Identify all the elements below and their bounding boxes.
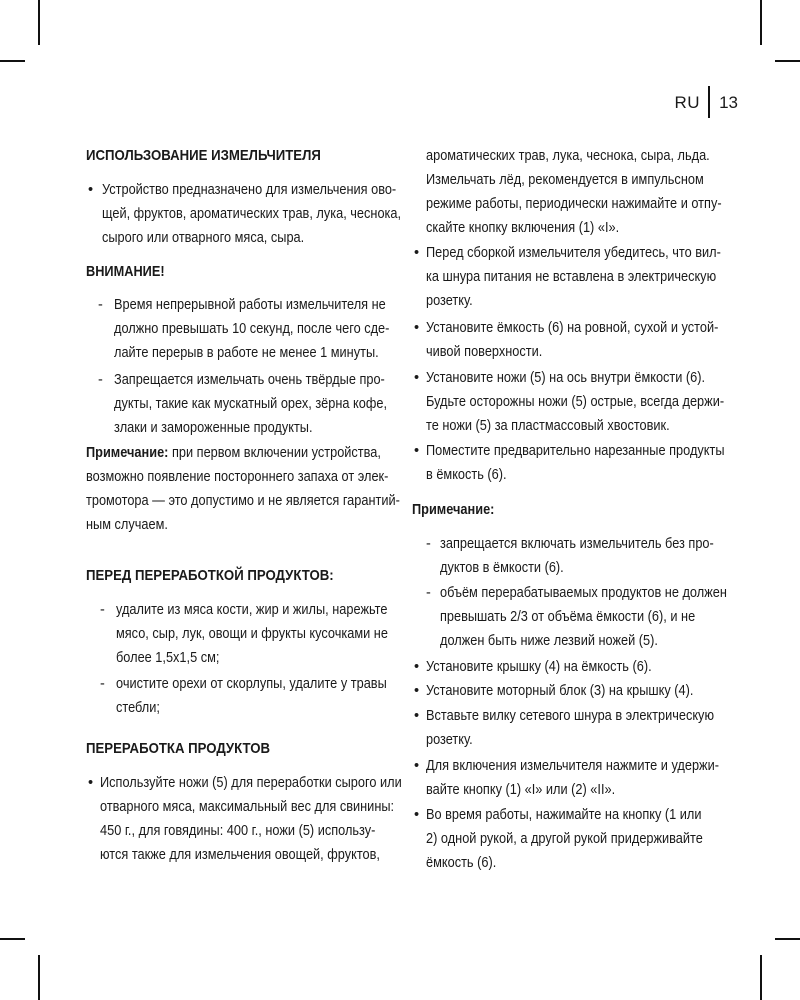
bullet-marker: •: [414, 807, 420, 823]
assembly-step-line: Во время работы, нажимайте на кнопку (1 или: [426, 807, 702, 823]
assembly-step-line: Установите ёмкость (6) на ровной, сухой и устой-: [426, 320, 719, 336]
note-item-line: дуктов в ёмкости (6).: [440, 560, 564, 576]
assembly-step-line: Установите крышку (4) на ёмкость (6).: [426, 659, 652, 675]
warning-item-line: дукты, такие как мускатный орех, зёрна кофе,: [114, 396, 388, 412]
assembly-step-line: вайте кнопку (1) «I» или (2) «II».: [426, 782, 616, 798]
warning-item-line: Запрещается измельчать очень твёрдые про-: [114, 372, 385, 388]
assembly-step-line: Будьте осторожны ножи (5) острые, всегда держи-: [426, 394, 725, 410]
before-item-line: мясо, сыр, лук, овощи и фрукты кусочками не: [116, 626, 388, 642]
processing-text-line: Используйте ножи (5) для переработки сырого или: [100, 775, 402, 791]
page-number: 13: [719, 93, 738, 112]
note-label: Примечание:: [86, 445, 169, 461]
assembly-step-line: Установите моторный блок (3) на крышку (4).: [426, 683, 694, 699]
bullet-marker: •: [88, 182, 94, 198]
note-text: при первом включении устройства,: [168, 445, 381, 461]
section-heading-processing: ПЕРЕРАБОТКА ПРОДУКТОВ: [86, 740, 271, 757]
note-item-line: объём перерабатываемых продуктов не должен: [440, 585, 727, 601]
dash-marker: -: [100, 676, 105, 692]
crop-mark: [0, 938, 25, 940]
assembly-step-line: чивой поверхности.: [426, 344, 543, 360]
assembly-step-line: розетку.: [426, 293, 473, 309]
page-header: [0, 90, 738, 118]
header-separator: [708, 86, 710, 118]
continuation-line: скайте кнопку включения (1) «I».: [426, 220, 620, 236]
warning-item-line: Время непрерывной работы измельчителя не: [114, 297, 386, 313]
note-paragraph-line: [86, 443, 381, 463]
note-paragraph-line: ным случаем.: [86, 517, 168, 533]
warning-heading: ВНИМАНИЕ!: [86, 264, 165, 280]
crop-mark: [38, 955, 40, 1000]
processing-text-line: 450 г., для говядины: 400 г., ножи (5) использу-: [100, 823, 376, 839]
crop-mark: [760, 955, 762, 1000]
bullet-marker: •: [414, 443, 420, 459]
continuation-line: Измельчать лёд, рекомендуется в импульсном: [426, 172, 704, 188]
processing-text-line: ются также для измельчения овощей, фруктов,: [100, 847, 380, 863]
dash-marker: -: [426, 536, 431, 552]
before-item-line: стебли;: [116, 700, 160, 716]
note-item-line: должен быть ниже лезвий ножей (5).: [440, 633, 658, 649]
bullet-marker: •: [414, 708, 420, 724]
warning-item-line: должно превышать 10 секунд, после чего сде-: [114, 321, 390, 337]
intro-text-line: щей, фруктов, ароматических трав, лука, чеснока,: [102, 206, 402, 222]
crop-mark: [760, 0, 762, 45]
assembly-step-line: Вставьте вилку сетевого шнура в электрическую: [426, 708, 715, 724]
processing-text-line: отварного мяса, максимальный вес для свинины:: [100, 799, 395, 815]
note-item-line: запрещается включать измельчитель без про-: [440, 536, 714, 552]
warning-item-line: лайте перерыв в работе не менее 1 минуты.: [114, 345, 379, 361]
bullet-marker: •: [414, 370, 420, 386]
intro-text-line: Устройство предназначено для измельчения ово-: [102, 182, 397, 198]
continuation-line: ароматических трав, лука, чеснока, сыра, льда.: [426, 148, 710, 164]
intro-text-line: сырого или отварного мяса, сыра.: [102, 230, 305, 246]
crop-mark: [775, 938, 800, 940]
dash-marker: -: [426, 585, 431, 601]
assembly-step-line: Установите ножи (5) на ось внутри ёмкости (6).: [426, 370, 706, 386]
bullet-marker: •: [414, 683, 420, 699]
assembly-step-line: Для включения измельчителя нажмите и удержи-: [426, 758, 719, 774]
crop-mark: [38, 0, 40, 45]
section-heading-usage: ИСПОЛЬЗОВАНИЕ ИЗМЕЛЬЧИТЕЛЯ: [86, 147, 321, 164]
assembly-step-line: ка шнура питания не вставлена в электрическую: [426, 269, 717, 285]
note-paragraph-line: возможно появление постороннего запаха от элек-: [86, 469, 389, 485]
continuation-line: режиме работы, периодически нажимайте и отпу-: [426, 196, 722, 212]
assembly-step-line: розетку.: [426, 732, 473, 748]
assembly-step-line: в ёмкость (6).: [426, 467, 507, 483]
assembly-step-line: 2) одной рукой, а другой рукой придерживайте: [426, 831, 703, 847]
bullet-marker: •: [414, 245, 420, 261]
note-paragraph-line: тромотора — это допустимо и не является гарантий-: [86, 493, 400, 509]
note-heading: Примечание:: [412, 502, 495, 518]
section-heading-before-processing: ПЕРЕД ПЕРЕРАБОТКОЙ ПРОДУКТОВ:: [86, 567, 334, 584]
crop-mark: [775, 60, 800, 62]
crop-mark: [0, 60, 25, 62]
bullet-marker: •: [88, 775, 94, 791]
assembly-step-line: ёмкость (6).: [426, 855, 497, 871]
assembly-step-line: те ножи (5) за пластмассовый хвостовик.: [426, 418, 670, 434]
dash-marker: -: [100, 602, 105, 618]
dash-marker: -: [98, 297, 103, 313]
before-item-line: удалите из мяса кости, жир и жилы, нарежьте: [116, 602, 388, 618]
dash-marker: -: [98, 372, 103, 388]
language-code: RU: [674, 93, 700, 112]
bullet-marker: •: [414, 758, 420, 774]
bullet-marker: •: [414, 659, 420, 675]
before-item-line: очистите орехи от скорлупы, удалите у травы: [116, 676, 387, 692]
bullet-marker: •: [414, 320, 420, 336]
assembly-step-line: Поместите предварительно нарезанные продукты: [426, 443, 725, 459]
warning-item-line: злаки и замороженные продукты.: [114, 420, 313, 436]
assembly-step-line: Перед сборкой измельчителя убедитесь, что вил-: [426, 245, 721, 261]
note-item-line: превышать 2/3 от объёма ёмкости (6), и не: [440, 609, 696, 625]
before-item-line: более 1,5х1,5 см;: [116, 650, 220, 666]
